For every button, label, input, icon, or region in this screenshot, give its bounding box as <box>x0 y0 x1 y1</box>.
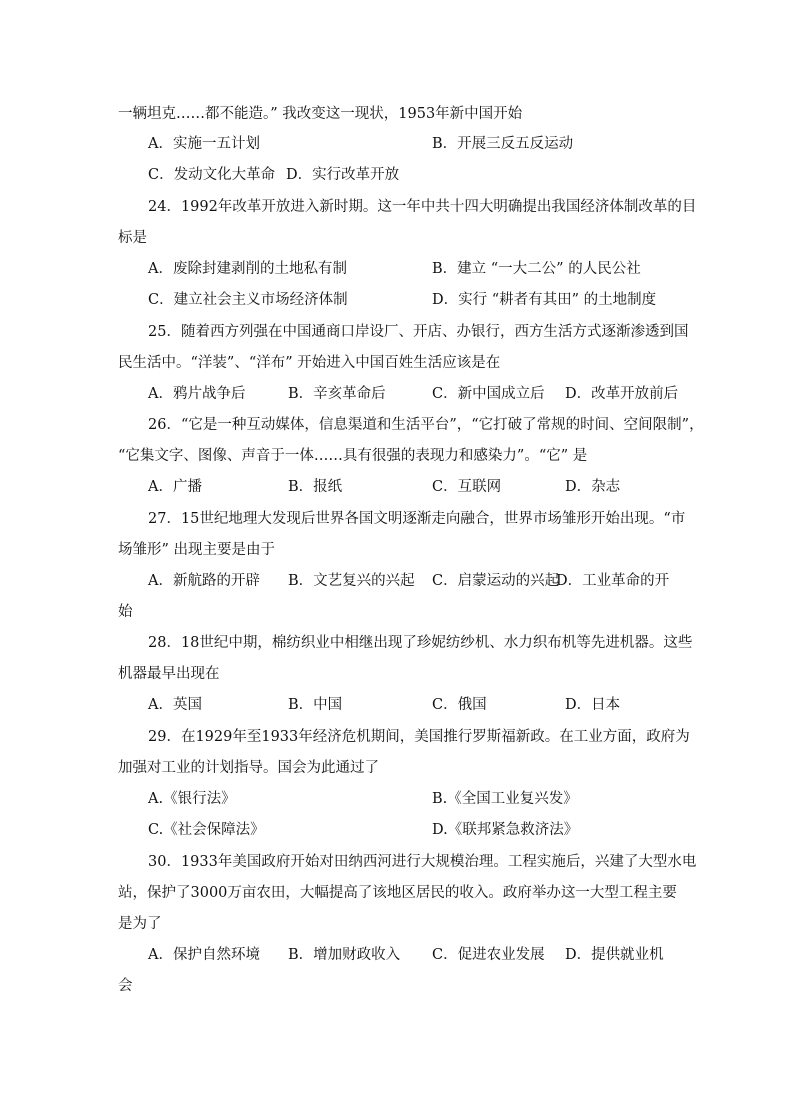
q28-option-a: A．英国 <box>148 697 202 713</box>
q30-option-b: B．增加财政收入 <box>288 947 401 963</box>
q30-stem-line1: 30．1933年美国政府开始对田纳西河进行大规模治理。工程实施后，兴建了大型水电 <box>148 854 697 870</box>
q26-option-d: D．杂志 <box>565 479 621 495</box>
q29-option-c: C.《社会保障法》 <box>148 822 265 838</box>
q25-option-a: A．鸦片战争后 <box>148 386 246 402</box>
q24-option-b: B．建立 “一大二公” 的人民公社 <box>432 261 641 277</box>
q24-stem-line1: 24．1992年改革开放进入新时期。这一年中共十四大明确提出我国经济体制改革的目 <box>148 199 697 215</box>
q28-option-d: D．日本 <box>565 697 621 713</box>
q30-option-d-continuation: 会 <box>118 978 133 994</box>
q30-stem-line2: 站，保护了3000万亩农田，大幅提高了该地区居民的收入。政府举办这一大型工程主要 <box>118 885 677 901</box>
q26-stem-line2: “它集文字、图像、声音于一体……具有很强的表现力和感染力”。“它” 是 <box>118 448 588 464</box>
q26-option-b: B．报纸 <box>288 479 343 495</box>
q29-option-d: D.《联邦紧急救济法》 <box>432 822 579 838</box>
q29-option-b: B.《全国工业复兴发》 <box>432 791 578 807</box>
q30-option-d: D．提供就业机 <box>565 947 664 963</box>
q27-option-c: C．启蒙运动的兴起 <box>432 573 560 589</box>
q27-option-d-continuation: 始 <box>118 604 133 620</box>
q28-stem-line1: 28．18世纪中期，棉纺织业中相继出现了珍妮纺纱机、水力织布机等先进机器。这些 <box>148 635 693 651</box>
q26-stem-line1: 26．“它是一种互动媒体，信息渠道和生活平台”，“它打破了常规的时间、空间限制”， <box>148 417 704 433</box>
q25-stem-line1: 25．随着西方列强在中国通商口岸设厂、开店、办银行，西方生活方式逐渐渗透到国 <box>148 324 689 340</box>
q25-option-d: D．改革开放前后 <box>565 386 679 402</box>
q27-option-b: B．文艺复兴的兴起 <box>288 573 415 589</box>
q28-option-b: B．中国 <box>288 697 343 713</box>
q25-stem-line2: 民生活中。“洋装”、“洋布” 开始进入中国百姓生活应该是在 <box>118 355 501 371</box>
q24-stem-line2: 标是 <box>118 230 147 246</box>
q23-option-a: A．实施一五计划 <box>148 136 260 152</box>
q28-stem-line2: 机器最早出现在 <box>118 666 220 682</box>
continuation-line: 一辆坦克……都不能造。” 我改变这一现状，1953年新中国开始 <box>118 106 523 122</box>
q30-option-a: A．保护自然环境 <box>148 947 260 963</box>
q24-option-c: C．建立社会主义市场经济体制 <box>148 292 348 308</box>
q25-option-b: B．辛亥革命后 <box>288 386 386 402</box>
q23-option-c: C．发动文化大革命 <box>148 167 276 183</box>
q25-option-c: C．新中国成立后 <box>432 386 545 402</box>
q28-option-c: C．俄国 <box>432 697 487 713</box>
q23-option-d: D．实行改革开放 <box>286 167 400 183</box>
q27-option-a: A．新航路的开辟 <box>148 573 260 589</box>
q29-stem-line2: 加强对工业的计划指导。国会为此通过了 <box>118 760 379 776</box>
q27-option-d: D．工业革命的开 <box>556 573 670 589</box>
q26-option-a: A．广播 <box>148 479 202 495</box>
q30-stem-line3: 是为了 <box>118 916 162 932</box>
q30-option-c: C．促进农业发展 <box>432 947 545 963</box>
q27-stem-line2: 场雏形” 出现主要是由于 <box>118 542 276 558</box>
q29-option-a: A.《银行法》 <box>148 791 236 807</box>
q24-option-a: A．废除封建剥削的土地私有制 <box>148 261 347 277</box>
q26-option-c: C．互联网 <box>432 479 502 495</box>
q24-option-d: D．实行 “耕者有其田” 的土地制度 <box>432 292 657 308</box>
q29-stem-line1: 29．在1929年至1933年经济危机期间，美国推行罗斯福新政。在工业方面，政府为 <box>148 729 690 745</box>
q23-option-b: B．开展三反五反运动 <box>432 136 574 152</box>
q27-stem-line1: 27．15世纪地理大发现后世界各国文明逐渐走向融合，世界市场雏形开始出现。“市 <box>148 511 686 527</box>
